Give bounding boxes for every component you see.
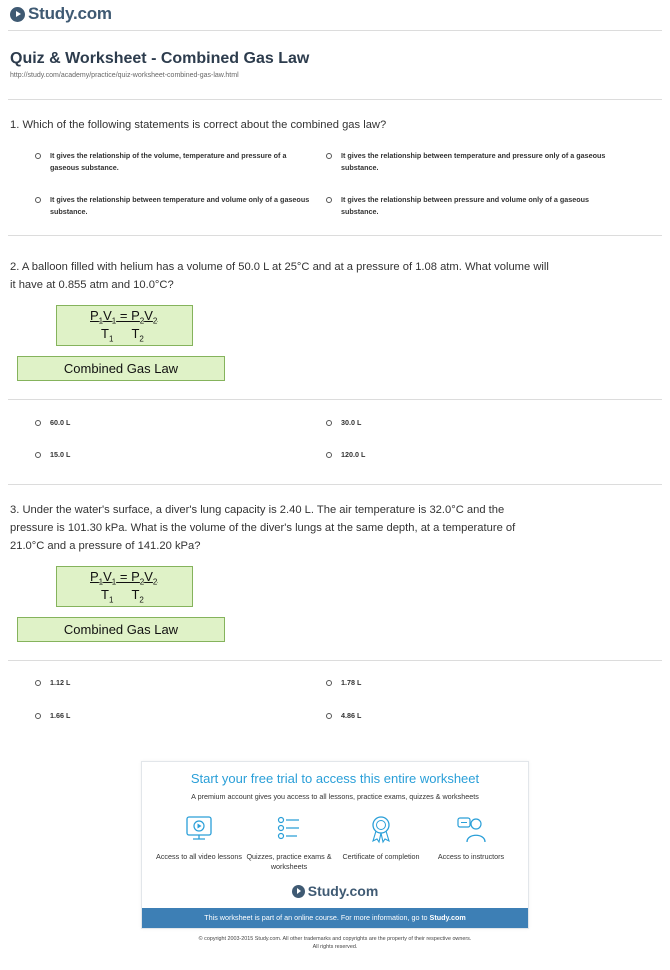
formula-equation-image: $\frac{P_1V_1 = P_2V_2}{T_1 T_2}$ bbox=[56, 305, 193, 346]
option-label: 1.78 L bbox=[341, 678, 362, 687]
option-label: 60.0 L bbox=[50, 418, 71, 427]
question-divider bbox=[8, 235, 662, 236]
question-1-option-a[interactable] bbox=[35, 150, 295, 174]
feature-label: Quizzes, practice exams & worksheets bbox=[246, 852, 332, 871]
option-label: It gives the relationship between temperature and pressure only of a gaseous substance. bbox=[341, 151, 606, 172]
combined-gas-law-label: Combined Gas Law bbox=[17, 356, 225, 381]
figure-divider bbox=[8, 399, 662, 400]
feature-label: Access to all video lessons bbox=[156, 852, 242, 861]
logo-text: Study.com bbox=[28, 4, 112, 23]
question-2-option-d[interactable] bbox=[326, 449, 365, 461]
radio-button[interactable] bbox=[326, 197, 332, 203]
title-divider bbox=[8, 99, 662, 100]
option-label: 1.66 L bbox=[50, 711, 71, 720]
promo-logo-text: Study.com bbox=[307, 883, 379, 899]
feature-quizzes bbox=[244, 814, 334, 872]
feature-instructors bbox=[426, 814, 516, 862]
question-1-option-c[interactable] bbox=[35, 194, 315, 218]
question-2-text: 2. A balloon filled with helium has a volume of 50.0 L at 25°C and at a pressure of 1.08 atm. What volume will it have at 0.855 atm and 10.0°C? bbox=[10, 261, 549, 291]
question-2-option-a[interactable] bbox=[35, 417, 70, 429]
copyright-line: © copyright 2003-2015 Study.com. All other trademarks and copyrights are the property of their respective owners. bbox=[198, 936, 472, 942]
option-label: 120.0 L bbox=[341, 450, 366, 459]
rights-line: All rights reserved. bbox=[312, 944, 358, 950]
question-1-option-d[interactable] bbox=[326, 194, 616, 218]
certificate-icon bbox=[365, 814, 397, 844]
radio-button[interactable] bbox=[326, 713, 332, 719]
header-divider bbox=[8, 30, 662, 31]
radio-button[interactable] bbox=[35, 197, 41, 203]
page-url[interactable]: http://study.com/academy/practice/quiz-worksheet-combined-gas-law.html bbox=[10, 72, 239, 79]
promo-info-bar bbox=[142, 908, 528, 928]
question-3-text: 3. Under the water's surface, a diver's lung capacity is 2.40 L. The air temperature is 32.0°C and the pressure is 101.30 kPa. What is the volume of the diver's lungs at the same depth, at a temperature of 21.0°C and a pressure of 141.20 kPa? bbox=[10, 504, 516, 552]
question-3-option-a[interactable] bbox=[35, 677, 70, 689]
option-label: It gives the relationship of the volume, temperature and pressure of a gaseous substance. bbox=[50, 151, 287, 172]
option-label: 30.0 L bbox=[341, 418, 362, 427]
studycom-logo[interactable] bbox=[10, 4, 112, 24]
combined-gas-law-label: Combined Gas Law bbox=[17, 617, 225, 642]
question-1-text: 1. Which of the following statements is correct about the combined gas law? bbox=[10, 119, 387, 131]
free-trial-promo[interactable] bbox=[141, 761, 529, 929]
radio-button[interactable] bbox=[35, 452, 41, 458]
option-label: 4.86 L bbox=[341, 711, 362, 720]
promo-logo[interactable] bbox=[142, 883, 528, 899]
feature-certificate bbox=[336, 814, 426, 862]
feature-video-lessons bbox=[154, 814, 244, 862]
play-logo-icon bbox=[292, 885, 305, 898]
option-label: 15.0 L bbox=[50, 450, 71, 459]
radio-button[interactable] bbox=[35, 153, 41, 159]
promo-subline: A premium account gives you access to all lessons, practice exams, quizzes & worksheets bbox=[191, 792, 479, 801]
instructor-icon bbox=[455, 814, 487, 844]
question-1-option-b[interactable] bbox=[326, 150, 616, 174]
copyright-footer bbox=[0, 935, 670, 951]
page-title: Quiz & Worksheet - Combined Gas Law bbox=[10, 50, 310, 67]
figure-divider bbox=[8, 660, 662, 661]
feature-label: Certificate of completion bbox=[342, 852, 420, 861]
quiz-list-icon bbox=[273, 814, 305, 844]
radio-button[interactable] bbox=[35, 680, 41, 686]
play-logo-icon bbox=[10, 7, 25, 22]
radio-button[interactable] bbox=[35, 713, 41, 719]
option-label: It gives the relationship between temperature and volume only of a gaseous substance. bbox=[50, 195, 310, 216]
radio-button[interactable] bbox=[35, 420, 41, 426]
radio-button[interactable] bbox=[326, 153, 332, 159]
question-3-option-c[interactable] bbox=[35, 710, 70, 722]
question-3-option-d[interactable] bbox=[326, 710, 361, 722]
promo-bar-text: This worksheet is part of an online course. For more information, go to bbox=[204, 913, 428, 922]
promo-headline[interactable]: Start your free trial to access this entire worksheet bbox=[190, 771, 480, 786]
formula-equation-image: $\frac{P_1V_1 = P_2V_2}{T_1 T_2}$ bbox=[56, 566, 193, 607]
radio-button[interactable] bbox=[326, 452, 332, 458]
video-lesson-icon bbox=[183, 814, 215, 844]
question-2-option-b[interactable] bbox=[326, 417, 361, 429]
question-divider bbox=[8, 484, 662, 485]
question-3-option-b[interactable] bbox=[326, 677, 361, 689]
feature-label: Access to instructors bbox=[437, 852, 505, 861]
option-label: 1.12 L bbox=[50, 678, 71, 687]
option-label: It gives the relationship between pressure and volume only of a gaseous substance. bbox=[341, 195, 590, 216]
promo-bar-link[interactable]: Study.com bbox=[429, 913, 466, 922]
question-2-option-c[interactable] bbox=[35, 449, 70, 461]
radio-button[interactable] bbox=[326, 680, 332, 686]
radio-button[interactable] bbox=[326, 420, 332, 426]
